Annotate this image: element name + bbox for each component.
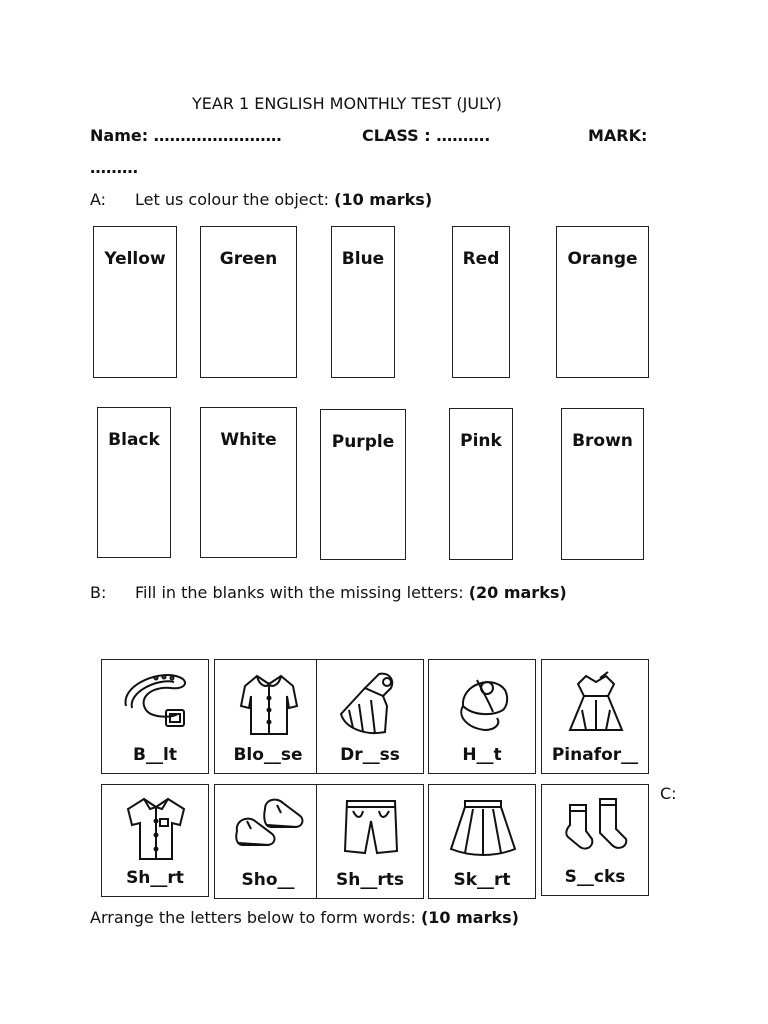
blouse-icon (229, 666, 309, 744)
skirt-icon (443, 791, 523, 869)
shorts-icon (331, 791, 411, 869)
colour-box-pink[interactable] (449, 408, 513, 560)
word-shorts: Sh__rts (336, 870, 404, 890)
clothing-card-belt (101, 659, 209, 774)
word-skirt: Sk__rt (453, 870, 511, 890)
section-a-instruction-text: Let us colour the object: (135, 190, 335, 209)
clothing-card-shorts (316, 784, 424, 899)
section-b-instruction (135, 583, 567, 602)
colour-box-brown[interactable] (561, 408, 644, 560)
colour-box-black[interactable] (97, 407, 171, 558)
colour-label: White (220, 430, 277, 450)
colour-box-purple[interactable] (320, 409, 406, 560)
colour-label: Brown (572, 431, 633, 451)
word-hat: H__t (462, 745, 502, 765)
class-field-label: CLASS : ………. (362, 126, 491, 145)
clothing-card-socks (541, 784, 649, 896)
section-a-letter: A: (90, 190, 107, 209)
dress-icon (331, 666, 411, 744)
colour-box-yellow[interactable] (93, 226, 177, 378)
colour-box-white[interactable] (200, 407, 297, 558)
socks-icon (556, 791, 636, 869)
section-c-instruction-text: Arrange the letters below to form words: (90, 908, 421, 927)
section-c-letter: C: (660, 784, 677, 803)
colour-box-orange[interactable] (556, 226, 649, 378)
word-shirt: Sh__rt (126, 868, 184, 888)
word-shoes: Sho__ (241, 870, 295, 890)
colour-label: Green (219, 249, 278, 269)
clothing-card-shirt (101, 784, 209, 897)
cap-icon (443, 666, 523, 744)
word-socks: S__cks (564, 867, 626, 887)
section-b-letter: B: (90, 583, 107, 602)
mark-dots: ……… (90, 158, 138, 177)
colour-label: Red (462, 249, 500, 269)
clothing-card-dress (316, 659, 424, 774)
colour-label: Yellow (104, 249, 166, 269)
word-pinafore: Pinafor__ (551, 745, 639, 765)
shoes-icon (229, 791, 309, 869)
colour-label: Black (108, 430, 160, 450)
colour-box-red[interactable] (452, 226, 510, 378)
colour-label: Purple (331, 432, 395, 452)
colour-box-blue[interactable] (331, 226, 395, 378)
section-a-instruction (135, 190, 432, 209)
word-blouse: Blo__se (233, 745, 303, 765)
section-a-marks: (10 marks) (334, 190, 433, 209)
section-c-marks: (10 marks) (420, 908, 519, 927)
colour-label: Pink (460, 431, 502, 451)
colour-box-green[interactable] (200, 226, 297, 378)
pinafore-icon (556, 666, 636, 744)
clothing-card-blouse (214, 659, 322, 774)
section-b-marks: (20 marks) (468, 583, 567, 602)
name-field-label: Name: …………………… (90, 126, 282, 145)
page-title: YEAR 1 ENGLISH MONTHLY TEST (JULY) (192, 94, 502, 113)
section-c-instruction (90, 908, 519, 927)
clothing-card-pinafore (541, 659, 649, 774)
word-dress: Dr__ss (340, 745, 400, 765)
colour-label: Blue (341, 249, 385, 269)
mark-field-label: MARK: (588, 126, 648, 145)
colour-label: Orange (567, 249, 638, 269)
clothing-card-hat (428, 659, 536, 774)
shirt-icon (116, 791, 196, 869)
clothing-card-shoes (214, 784, 322, 899)
section-b-instruction-text: Fill in the blanks with the missing letters: (135, 583, 469, 602)
belt-icon (116, 666, 196, 744)
word-belt: B__lt (133, 745, 177, 765)
clothing-card-skirt (428, 784, 536, 899)
